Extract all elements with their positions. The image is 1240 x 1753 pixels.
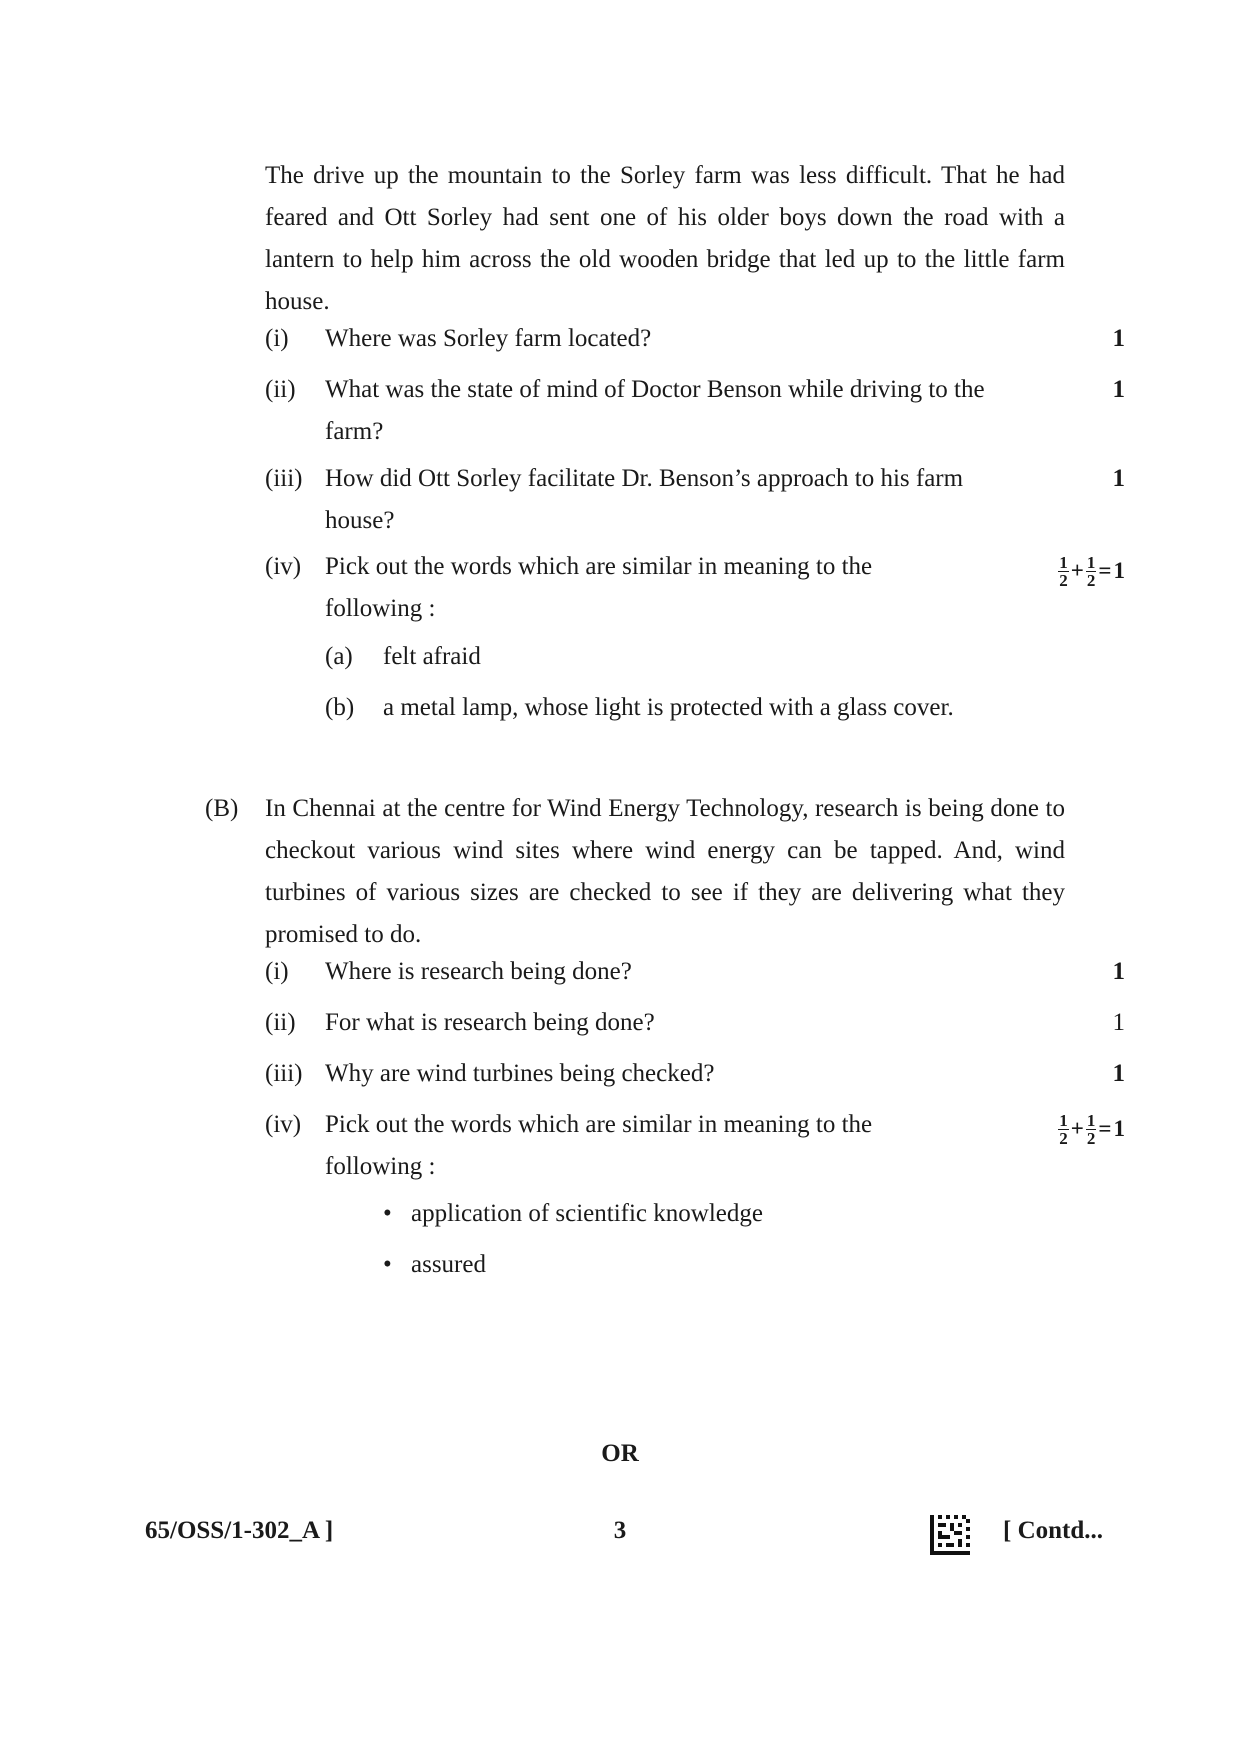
question-mark: 1 <box>1112 1060 1125 1087</box>
plus-sign: + <box>1070 558 1084 583</box>
question-mark: 1 <box>1112 958 1125 985</box>
subitem-number: (a) <box>325 643 353 670</box>
question-text: Where is research being done? <box>325 958 632 985</box>
question-number: (iii) <box>265 465 303 492</box>
passage-b: In Chennai at the centre for Wind Energy Technology, research is being done to checkout various wind sites where wind energy can be tapped. And, wind turbines of various sizes are checked to see if they are delivering what they promised to do. <box>265 795 1065 948</box>
question-number: (i) <box>265 325 289 352</box>
subitem-text: felt afraid <box>383 643 481 670</box>
mark-total: 1 <box>1113 558 1125 583</box>
question-number: (iii) <box>265 1060 303 1087</box>
question-text: What was the state of mind of Doctor Benson while driving to the farm? <box>325 376 985 445</box>
subitem-number: (b) <box>325 694 355 721</box>
equals-sign: = <box>1098 558 1112 583</box>
half-fraction: $\frac{1}{2}$ <box>1086 552 1096 590</box>
bullet-dot-icon: • <box>383 1251 392 1278</box>
equals-sign: = <box>1098 1116 1112 1141</box>
bullet-text: application of scientific knowledge <box>411 1200 763 1227</box>
fraction-mark <box>1058 550 1125 592</box>
half-fraction: $\frac{1}{2}$ <box>1059 1110 1068 1148</box>
mark-total: 1 <box>1113 1116 1125 1141</box>
passage-a: The drive up the mountain to the Sorley farm was less difficult. That he had feared and Ott Sorley had sent one of his older boys down the road with a lantern to help him across the old wooden bridge that led up to the little farm house. <box>265 162 1065 315</box>
continued-label: [ Contd... <box>1003 1517 1104 1544</box>
fraction-mark <box>1058 1108 1125 1150</box>
question-number: (iv) <box>265 553 302 580</box>
bullet-text: assured <box>411 1251 486 1278</box>
qr-code-icon <box>930 1515 970 1555</box>
question-mark: 1 <box>1112 1009 1125 1036</box>
question-mark: 1 <box>1112 376 1125 403</box>
question-text: How did Ott Sorley facilitate Dr. Benson’s approach to his farm house? <box>325 465 964 534</box>
question-text: Why are wind turbines being checked? <box>325 1060 715 1087</box>
question-text: For what is research being done? <box>325 1009 655 1036</box>
plus-sign: + <box>1070 1116 1084 1141</box>
question-number: (ii) <box>265 1009 296 1036</box>
question-mark: 1 <box>1112 465 1125 492</box>
page-number: 3 <box>613 1517 627 1544</box>
question-text: Pick out the words which are similar in meaning to the following : <box>325 553 873 622</box>
bullet-item <box>383 1193 763 1235</box>
question-number: (i) <box>265 958 289 985</box>
question-mark: 1 <box>1112 325 1125 352</box>
half-fraction: $\frac{1}{2}$ <box>1086 1110 1096 1148</box>
section-b-label: (B) <box>205 795 239 822</box>
or-divider: OR <box>601 1440 639 1467</box>
bullet-item <box>383 1244 486 1286</box>
question-text: Pick out the words which are similar in meaning to the following : <box>325 1111 873 1180</box>
question-number: (ii) <box>265 376 296 403</box>
paper-code: 65/OSS/1-302_A ] <box>145 1517 334 1544</box>
question-number: (iv) <box>265 1111 302 1138</box>
question-text: Where was Sorley farm located? <box>325 325 652 352</box>
bullet-dot-icon: • <box>383 1200 392 1227</box>
half-fraction: $\frac{1}{2}$ <box>1059 552 1068 590</box>
subitem-text: a metal lamp, whose light is protected with a glass cover. <box>383 694 954 721</box>
